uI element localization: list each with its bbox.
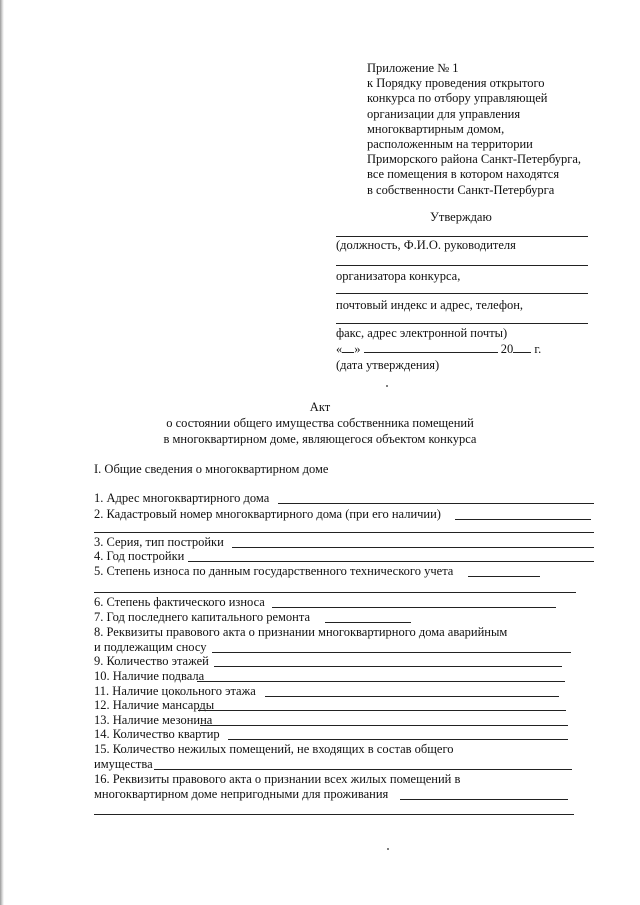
annex-line: конкурса по отбору управляющей bbox=[367, 91, 548, 106]
annex-block bbox=[367, 61, 617, 198]
signature-line bbox=[336, 236, 588, 237]
scan-speck bbox=[387, 848, 389, 850]
item-last-repair: 7. Год последнего капитального ремонта bbox=[94, 610, 311, 624]
floors-field[interactable] bbox=[214, 665, 562, 667]
address-field[interactable] bbox=[278, 502, 594, 504]
item-emergency-act-cont: и подлежащим сносу bbox=[94, 640, 207, 654]
apartments-field[interactable] bbox=[228, 738, 568, 740]
day-blank[interactable] bbox=[342, 341, 354, 353]
year-blank[interactable] bbox=[513, 341, 531, 353]
item-wear-official: 5. Степень износа по данным государственного технического учета bbox=[94, 564, 454, 578]
scan-edge bbox=[0, 0, 4, 905]
item-wear-actual: 6. Степень фактического износа bbox=[94, 595, 265, 609]
item-cadastral: 2. Кадастровый номер многоквартирного дома (при его наличии) bbox=[94, 507, 441, 521]
annex-line: Приморского района Санкт-Петербурга, bbox=[367, 152, 582, 167]
annex-line: многоквартирным домом, bbox=[367, 121, 505, 136]
act-subtitle-1: о состоянии общего имущества собственника помещений bbox=[166, 416, 474, 430]
approval-date-line bbox=[336, 341, 541, 357]
series-field[interactable] bbox=[232, 546, 594, 548]
attic-field[interactable] bbox=[198, 709, 566, 711]
signature-line bbox=[336, 323, 588, 324]
act-title: Акт bbox=[309, 400, 331, 414]
item-unfit-act: 16. Реквизиты правового акта о признании всех жилых помещений в bbox=[94, 772, 461, 786]
item-floors: 9. Количество этажей bbox=[94, 654, 209, 668]
date-caption: (дата утверждения) bbox=[336, 358, 440, 372]
month-blank[interactable] bbox=[364, 341, 498, 353]
approval-caption-2: организатора конкурса, bbox=[336, 269, 461, 283]
annex-line: в собственности Санкт-Петербурга bbox=[367, 182, 555, 197]
wear-official-field[interactable] bbox=[468, 575, 540, 577]
cadastral-field[interactable] bbox=[455, 518, 591, 520]
wear-actual-field[interactable] bbox=[272, 606, 556, 608]
item-emergency-act: 8. Реквизиты правового акта о признании многоквартирного дома аварийным bbox=[94, 625, 508, 639]
continuation-line bbox=[94, 592, 576, 593]
section-heading: I. Общие сведения о многоквартирном доме bbox=[94, 462, 329, 476]
annex-line: все помещения в котором находятся bbox=[367, 167, 560, 182]
last-repair-field[interactable] bbox=[325, 621, 411, 623]
signature-line bbox=[336, 293, 588, 294]
annex-line: организации для управления bbox=[367, 106, 521, 121]
item-attic: 12. Наличие мансарды bbox=[94, 698, 215, 712]
emergency-act-field[interactable] bbox=[212, 651, 571, 653]
nonresidential-field[interactable] bbox=[154, 768, 572, 770]
date-quote-open: « bbox=[336, 342, 343, 356]
item-nonresidential-cont: имущества bbox=[94, 757, 153, 771]
approval-caption-1: (должность, Ф.И.О. руководителя bbox=[336, 238, 516, 252]
mezzanine-field[interactable] bbox=[200, 724, 568, 726]
year-suffix: г. bbox=[534, 342, 542, 356]
annex-line: расположенным на территории bbox=[367, 136, 533, 151]
basement-field[interactable] bbox=[197, 680, 565, 682]
item-basement: 10. Наличие подвала bbox=[94, 669, 205, 683]
annex-line: к Порядку проведения открытого bbox=[367, 76, 545, 91]
approval-caption-4: факс, адрес электронной почты) bbox=[336, 326, 508, 340]
item-mezzanine: 13. Наличие мезонина bbox=[94, 713, 213, 727]
approval-caption-3: почтовый индекс и адрес, телефон, bbox=[336, 298, 524, 312]
approve-title: Утверждаю bbox=[430, 210, 492, 224]
year-prefix: 20 bbox=[500, 342, 514, 356]
annex-line: Приложение № 1 bbox=[367, 61, 459, 75]
act-subtitle-2: в многоквартирном доме, являющегося объектом конкурса bbox=[163, 432, 477, 446]
item-apartments: 14. Количество квартир bbox=[94, 727, 220, 741]
item-ground-floor: 11. Наличие цокольного этажа bbox=[94, 684, 256, 698]
item-series: 3. Серия, тип постройки bbox=[94, 535, 224, 549]
unfit-act-field[interactable] bbox=[400, 798, 568, 800]
date-quote-close: » bbox=[354, 342, 361, 356]
signature-line bbox=[336, 265, 588, 266]
item-build-year: 4. Год постройки bbox=[94, 549, 185, 563]
item-unfit-act-cont: многоквартирном доме непригодными для проживания bbox=[94, 787, 389, 801]
continuation-line bbox=[94, 532, 594, 533]
scan-speck bbox=[386, 385, 388, 387]
item-nonresidential: 15. Количество нежилых помещений, не входящих в состав общего bbox=[94, 742, 454, 756]
continuation-line bbox=[94, 814, 574, 815]
ground-floor-field[interactable] bbox=[265, 695, 559, 697]
build-year-field[interactable] bbox=[188, 560, 594, 562]
item-address: 1. Адрес многоквартирного дома bbox=[94, 491, 270, 505]
